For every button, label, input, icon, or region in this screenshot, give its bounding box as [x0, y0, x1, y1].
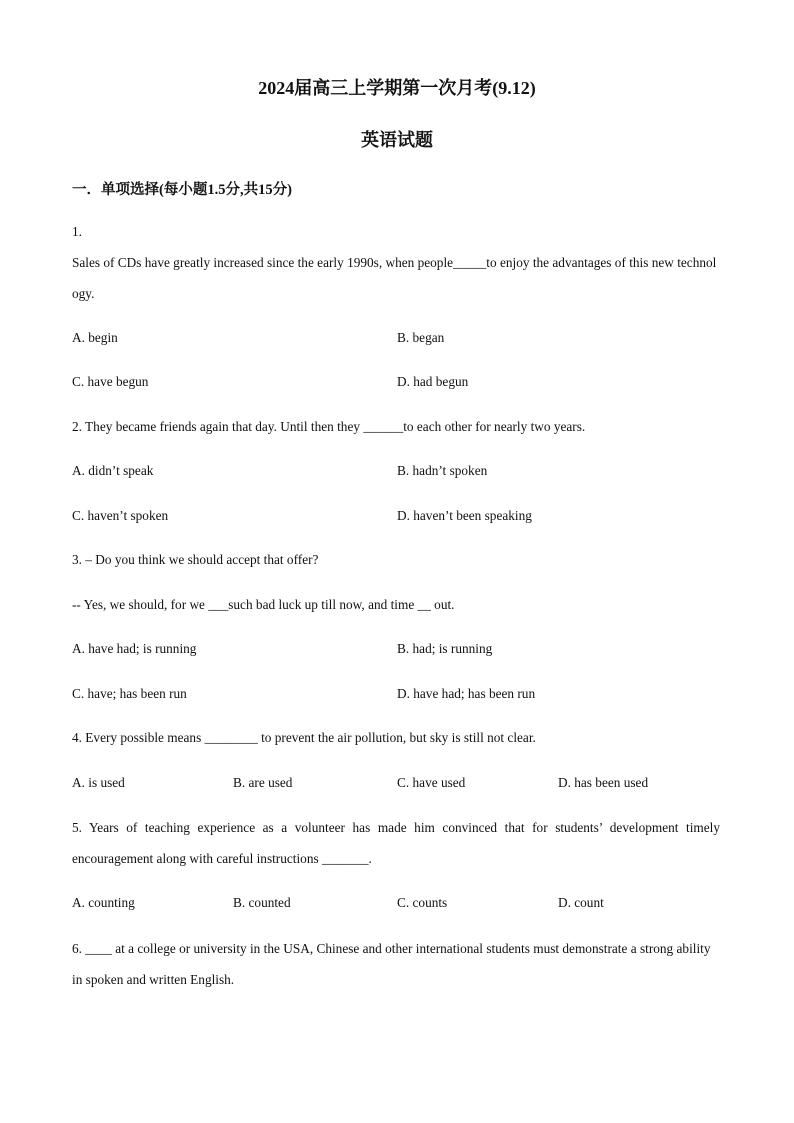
question-5-option-a: A. counting	[72, 895, 135, 910]
question-3-option-a: A. have had; is running	[72, 641, 197, 656]
question-5-option-c: C. counts	[397, 895, 448, 910]
question-2-option-a: A. didn’t speak	[72, 463, 154, 478]
question-3-option-c: C. have; has been run	[72, 686, 187, 701]
question-4-option-a: A. is used	[72, 775, 125, 790]
question-5-option-b: B. counted	[233, 895, 291, 910]
question-4-option-d: D. has been used	[558, 775, 649, 790]
question-2-stem: 2. They became friends again that day. Until then they ______to each other for nearly two years.	[72, 419, 586, 434]
question-4-option-c: C. have used	[397, 775, 466, 790]
question-2-option-d: D. haven’t been speaking	[397, 508, 532, 523]
exam-subtitle: 英语试题	[361, 130, 433, 150]
question-1-option-d: D. had begun	[397, 374, 469, 389]
question-1-number: 1.	[72, 224, 82, 239]
question-3-option-b: B. had; is running	[397, 641, 493, 656]
question-2-option-b: B. hadn’t spoken	[397, 463, 488, 478]
question-1-option-a: A. begin	[72, 330, 118, 345]
question-4-stem: 4. Every possible means ________ to prevent the air pollution, but sky is still not clear.	[72, 730, 536, 745]
question-5-option-d: D. count	[558, 895, 604, 910]
question-1-stem: Sales of CDs have greatly increased since the early 1990s, when people_____to enjoy the advantages of this new technology.	[72, 255, 717, 301]
question-1-option-c: C. have begun	[72, 374, 149, 389]
section-heading: 一．单项选择(每小题1.5分,共15分)	[72, 182, 292, 198]
question-6-stem: 6. ____ at a college or university in the USA, Chinese and other international students must demonstrate a strong ability in spoken and written English.	[72, 941, 711, 987]
question-5-stem: 5. Years of teaching experience as a volunteer has made him convinced that for students’ development timely encouragement along with careful instructions _______.	[72, 820, 720, 866]
question-4-option-b: B. are used	[233, 775, 293, 790]
question-2-option-c: C. haven’t spoken	[72, 508, 169, 523]
exam-title: 2024届高三上学期第一次月考(9.12)	[258, 78, 536, 98]
question-3-stem: 3. – Do you think we should accept that offer?	[72, 552, 319, 567]
question-1-option-b: B. began	[397, 330, 445, 345]
question-3-reply: -- Yes, we should, for we ___such bad luck up till now, and time __ out.	[72, 597, 455, 612]
question-3-option-d: D. have had; has been run	[397, 686, 536, 701]
